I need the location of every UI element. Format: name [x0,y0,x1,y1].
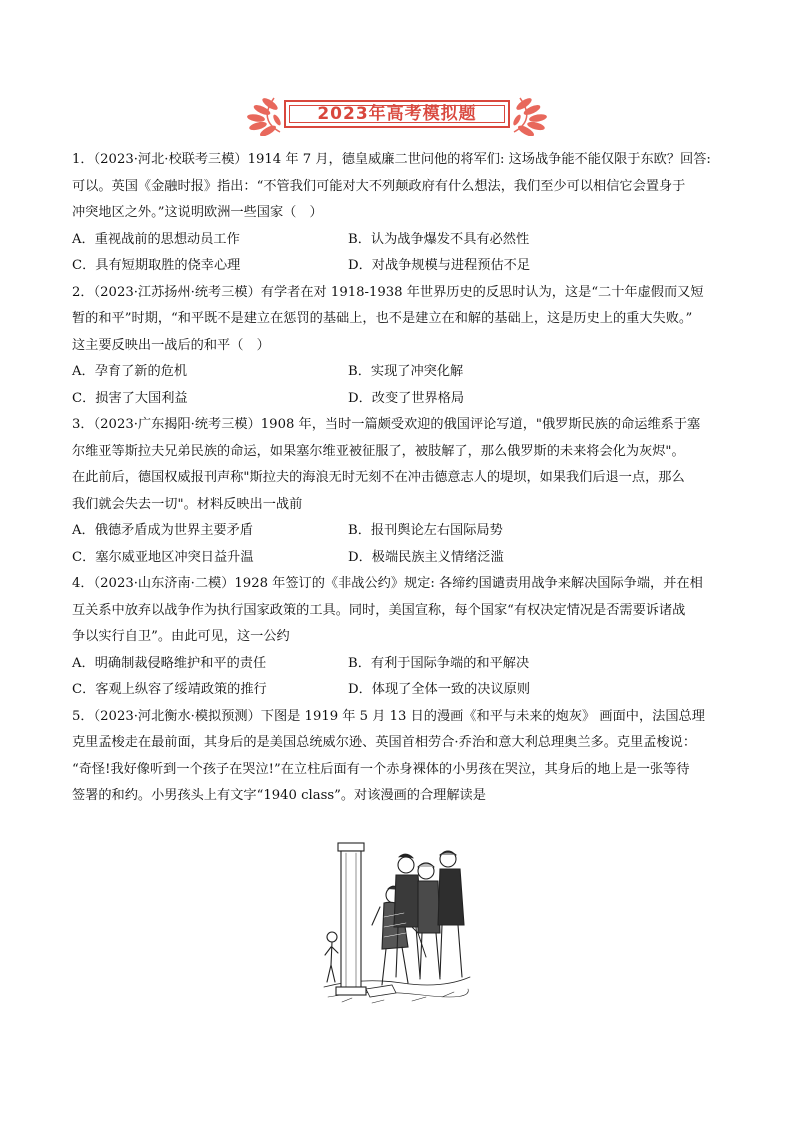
question-text-line: 2．（2023·江苏扬州·统考三模）有学者在对 1918-1938 年世界历史的反思时认为，这是“二十年虚假而又短 [72,284,704,300]
option-row [72,386,732,413]
option-d[interactable]: D．对战争规模与进程预估不足 [348,258,531,273]
question-text-line: 克里孟梭走在最前面，其身后的是美国总统威尔逊、英国首相劳合·乔治和意大利总理奥兰多。克里孟梭说： [72,735,697,750]
question-text-line: 这主要反映出一战后的和平（ ） [72,337,270,353]
option-a[interactable]: A．孕育了新的危机 [72,364,188,379]
option-d[interactable]: D．体现了全体一致的决议原则 [348,682,531,697]
question-text-line: 冲突地区之外。”这说明欧洲一些国家（ ） [72,205,323,220]
question-text-line: 3．（2023·广东揭阳·统考三模）1908 年，当时一篇颇受欢迎的俄国评论写道，"俄罗斯民族的命运维系于塞 [72,417,701,432]
question-text-line: “奇怪!我好像听到一个孩子在哭泣!”在立柱后面有一个赤身裸体的小男孩在哭泣，其身后的地上是一张等待 [72,761,690,777]
cartoon-illustration [322,837,472,1007]
question-text-line: 可以。英国《金融时报》指出：“不管我们可能对大不列颠政府有什么想法，我们至少可以相信它会置身于 [72,178,686,194]
section-banner [244,94,550,136]
option-c[interactable]: C．具有短期取胜的侥幸心理 [72,258,241,273]
option-a[interactable]: A．俄德矛盾成为世界主要矛盾 [72,523,253,538]
option-row [72,651,732,678]
option-d[interactable]: D．改变了世界格局 [348,390,465,406]
question-text-line: 我们就会失去一切"。材料反映出一战前 [72,496,303,512]
question-text-line: 争以实行自卫”。由此可见，这一公约 [72,629,290,644]
option-c[interactable]: C．塞尔威亚地区冲突日益升温 [72,549,254,565]
option-row [72,227,732,254]
question-text-line: 互关系中放弃以战争作为执行国家政策的工具。同时，美国宣称，每个国家“有权决定情况是否需要诉诸战 [72,602,686,618]
question-4 [72,571,732,704]
option-b[interactable]: B．认为战争爆发不具有必然性 [348,231,530,247]
question-text-line: 尔维亚等斯拉夫兄弟民族的命运，如果塞尔维亚被征服了，被肢解了，那么俄罗斯的未来将会化为灰烬"。 [72,443,685,459]
option-row [72,677,732,704]
option-b[interactable]: B．报刊舆论左右国际局势 [348,523,503,538]
question-list [72,147,732,810]
question-3 [72,412,732,571]
option-row [72,545,732,572]
question-text-line: 1．（2023·河北·校联考三模）1914 年 7 月，德皇威廉二世问他的将军们: 这场战争能不能仅限于东欧？回答: [72,152,711,167]
option-a[interactable]: A．重视战前的思想动员工作 [72,231,240,247]
question-text-line: 5．（2023·河北衡水·模拟预测）下图是 1919 年 5 月 13 日的漫画《和平与未来的炮灰》 画面中，法国总理 [72,708,705,724]
question-1 [72,147,732,280]
option-b[interactable]: B．实现了冲突化解 [348,364,464,379]
question-text-line: 4．（2023·山东济南·二模）1928 年签订的《非战公约》规定: 各缔约国谴责用战争来解决国际争端，并在相 [72,576,703,591]
option-a[interactable]: A．明确制裁侵略维护和平的责任 [72,655,267,671]
question-5 [72,704,732,810]
option-c[interactable]: C．客观上纵容了绥靖政策的推行 [72,682,267,697]
option-b[interactable]: B．有利于国际争端的和平解决 [348,655,530,671]
option-row [72,359,732,386]
banner-frame [284,100,510,128]
option-c[interactable]: C．损害了大国利益 [72,390,188,406]
question-2 [72,280,732,413]
option-row [72,253,732,280]
option-row [72,518,732,545]
question-text-line: 签署的和约。小男孩头上有文字“1940 class”。对该漫画的合理解读是 [72,788,486,803]
question-text-line: 暂的和平”时期，“和平既不是建立在惩罚的基础上，也不是建立在和解的基础上，这是历史上的重大失败。” [72,311,693,326]
question-text-line: 在此前后，德国权威报刊声称"斯拉夫的海浪无时无刻不在冲击德意志人的堤坝，如果我们后退一点，那么 [72,470,685,485]
page-title: 2023年高考模拟题 [317,104,477,124]
option-d[interactable]: D．极端民族主义情绪泛滥 [348,549,504,565]
